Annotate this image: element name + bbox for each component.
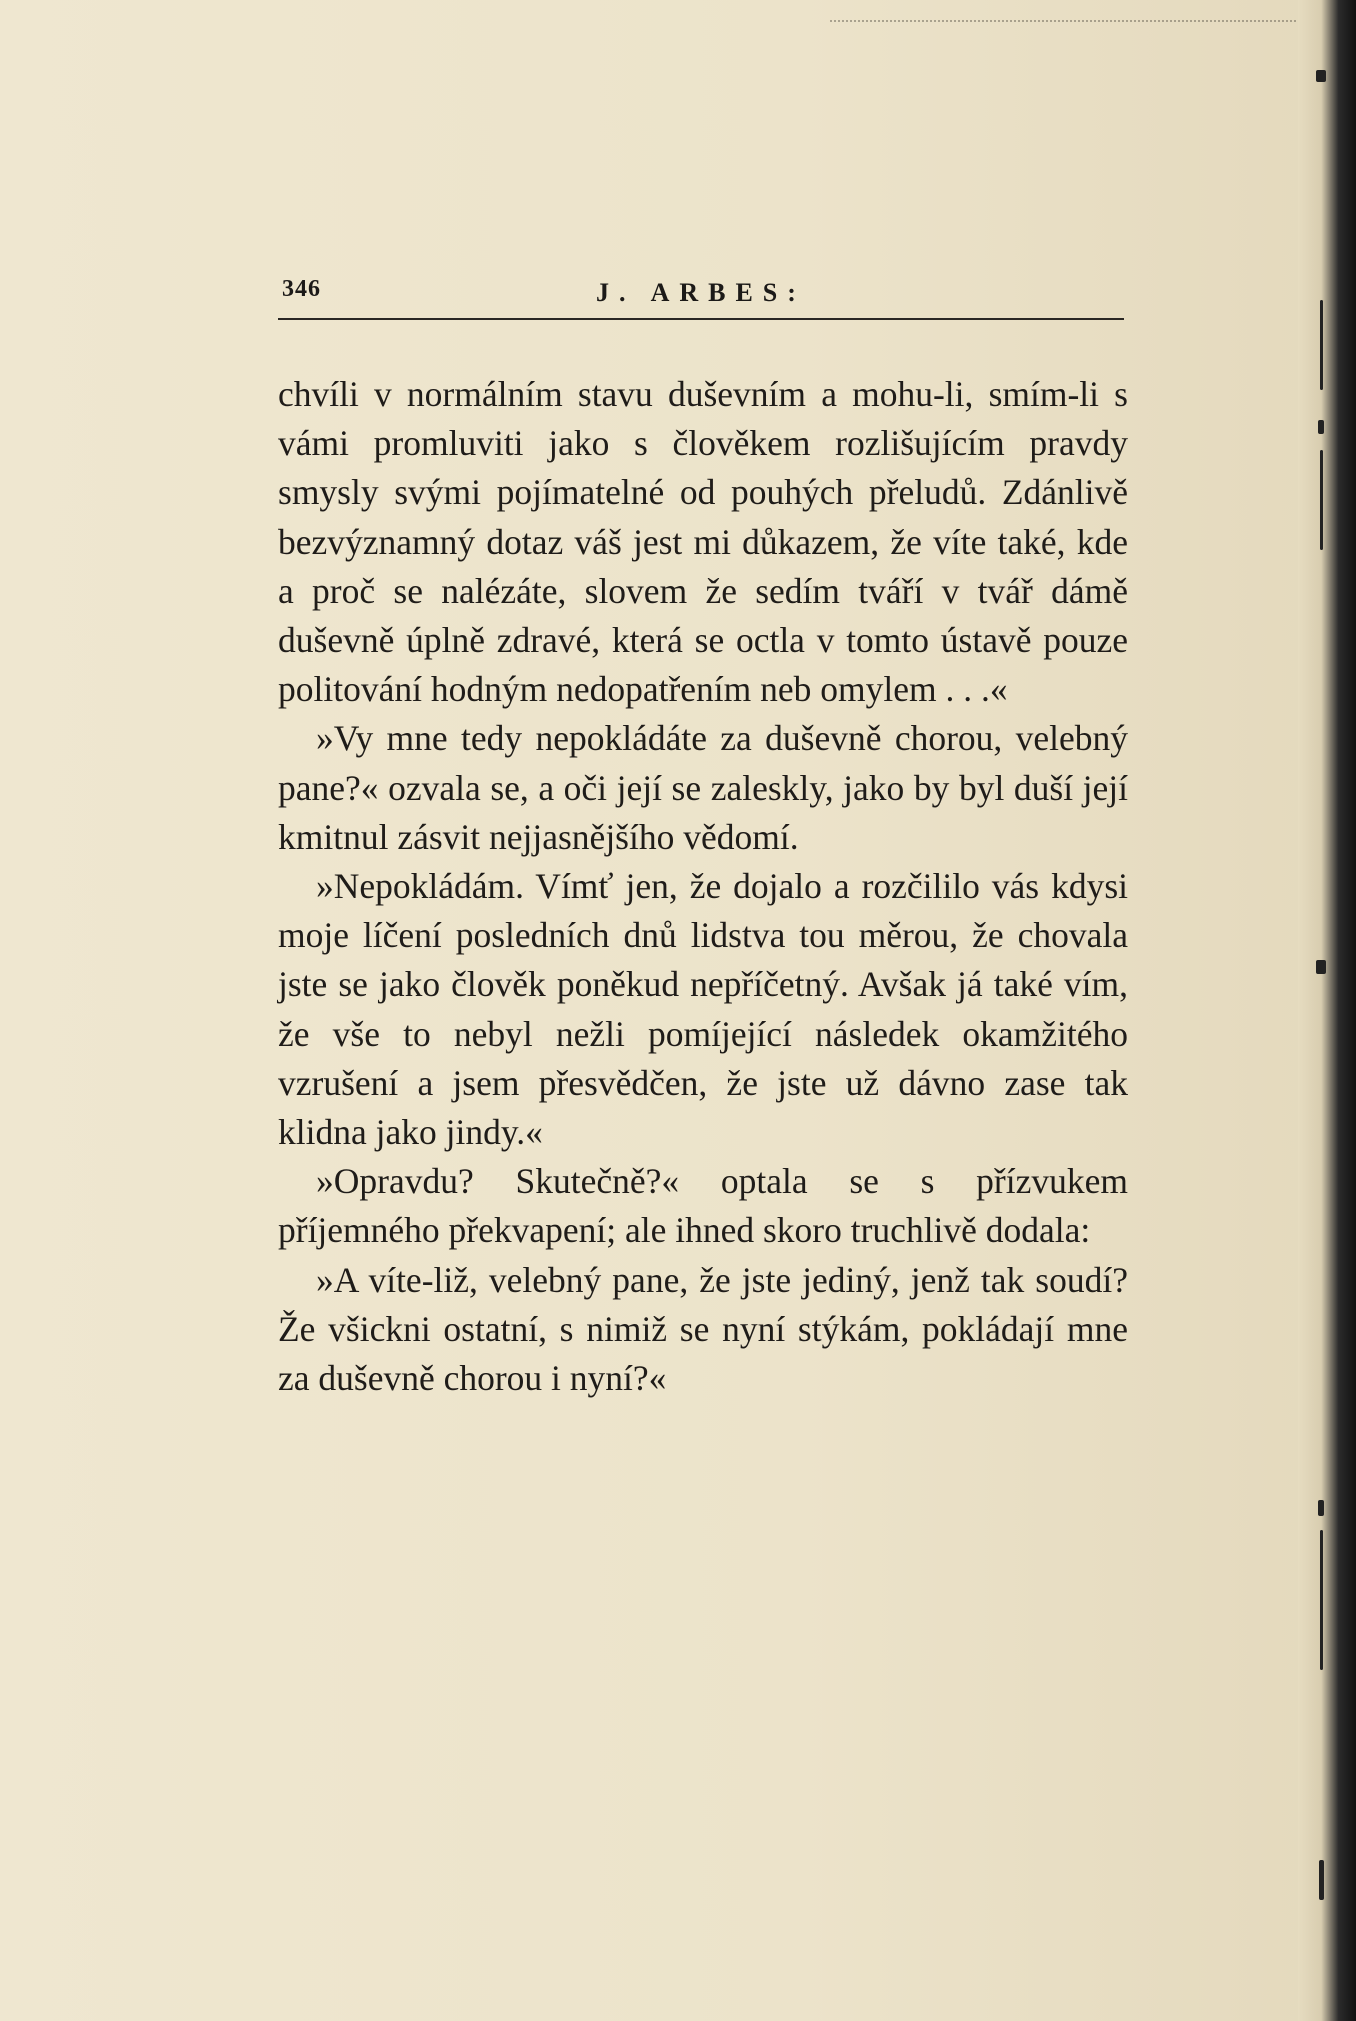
page-specks [830, 20, 1300, 26]
paragraph-continuation: chvíli v normálním stavu duševním a mohu-li, smím-li s vámi promluviti jako s člověkem rozlišujícím pravdy smysly svými pojímatelné od pouhých přeludů. Zdánlivě bezvýznamný dotaz váš jest mi důkazem, že víte také, kde a proč se nalézáte, slovem že sedím tváří v tvář dámě duševně úplně zdravé, která se octla v tomto ústavě pouze politování hodným nedopatřením neb omylem . . .« [278, 374, 1128, 710]
edge-mark [1318, 420, 1324, 434]
paragraph: »A víte-liž, velebný pane, že jste jediný, jenž tak soudí? Že všickni ostatní, s nimiž se nyní stýkám, pokládají mne za duševně chorou i nyní?« [278, 1259, 1128, 1399]
scan-edge [1298, 0, 1356, 2021]
edge-mark [1319, 1860, 1324, 1900]
paragraph: »Vy mne tedy nepokládáte za duševně chorou, velebný pane?« ozvala se, a oči její se zaleskly, jako by byl duší její kmitnul zásvit nejjasnějšího vědomí. [278, 718, 1128, 857]
header-rule [278, 318, 1124, 320]
paragraph: »Nepokládám. Vímť jen, že dojalo a rozčililo vás kdysi moje líčení posledních dnů lidstva tou měrou, že chovala jste se jako člověk poněkud nepříčetný. Avšak já také vím, že vše to nebyl nežli pomíjející následek okamžitého vzrušení a jsem přesvědčen, že jste už dávno zase tak klidna jako jindy.« [278, 866, 1128, 1153]
edge-mark [1320, 450, 1323, 550]
body-text [278, 370, 1128, 1403]
page-number: 346 [282, 276, 321, 302]
edge-mark [1320, 1530, 1323, 1670]
edge-mark [1318, 1500, 1324, 1516]
page-header [278, 272, 1124, 312]
edge-mark [1316, 70, 1326, 82]
edge-mark [1320, 300, 1323, 390]
edge-mark [1316, 960, 1326, 974]
running-head: J. ARBES: [596, 278, 806, 307]
paragraph: »Opravdu? Skutečně?« optala se s přízvukem příjemného překvapení; ale ihned skoro truchlivě dodala: [278, 1161, 1128, 1251]
